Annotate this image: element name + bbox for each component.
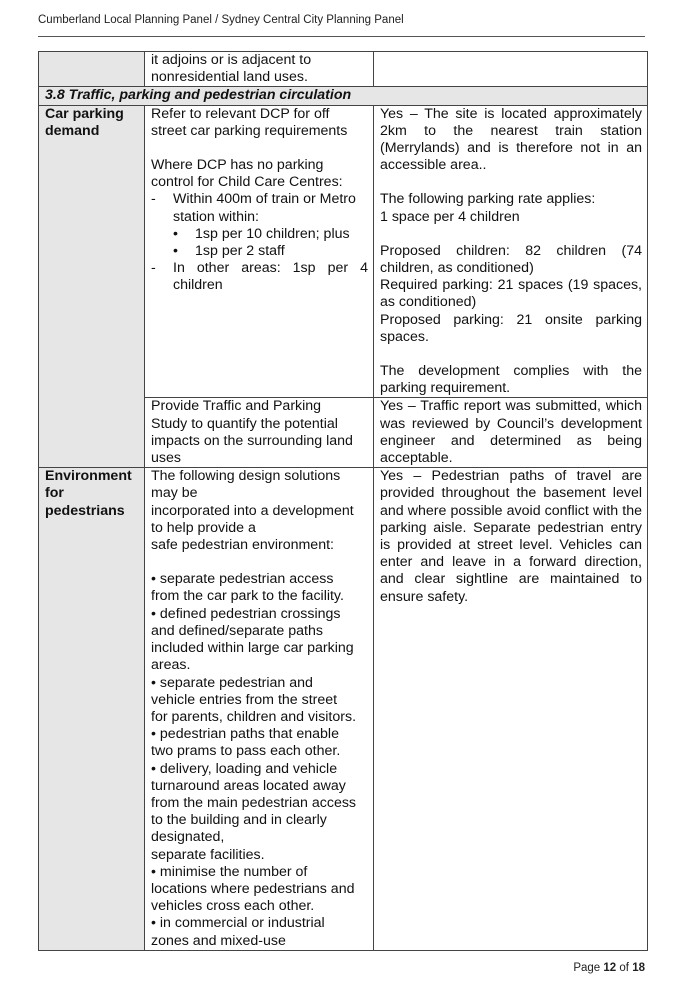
- spacer: [380, 226, 642, 243]
- requirement-line: vehicles cross each other.: [151, 898, 315, 915]
- car-parking-label: [39, 105, 145, 468]
- section-title: 3.8 Traffic, parking and pedestrian circulation: [39, 87, 648, 105]
- response-paragraph: Proposed children: 82 children (74 children, as conditioned): [380, 242, 642, 277]
- continued-line: nonresidential land uses.: [151, 69, 308, 86]
- bullet-text: 1sp per 10 children; plus: [195, 225, 350, 242]
- requirement-line: from the car park to the facility.: [151, 588, 344, 605]
- response-line: 1 space per 4 children: [380, 208, 520, 225]
- dash-line: Within 400m of train or Metro: [173, 191, 356, 208]
- dash-marker: -: [151, 260, 156, 277]
- requirement-line: two prams to pass each other.: [151, 743, 341, 760]
- requirement-line: • pedestrian paths that enable: [151, 726, 339, 743]
- pedestrians-label-line: Environment: [45, 468, 132, 485]
- assessment-table: [38, 51, 648, 951]
- requirement-line: for parents, children and visitors.: [151, 708, 357, 725]
- pedestrians-label: [39, 468, 145, 950]
- requirement-line: zones and mixed-use: [151, 932, 286, 949]
- requirement-line: • minimise the number of: [151, 863, 308, 880]
- requirement-line: safe pedestrian environment:: [151, 537, 334, 554]
- dash-item: [151, 260, 368, 294]
- dash-text: In other areas: 1sp per 4 children: [173, 260, 368, 294]
- page-of-label: of: [619, 962, 629, 974]
- bullet-item: [151, 243, 368, 260]
- requirement-line: impacts on the surrounding land: [151, 432, 353, 449]
- requirement-line: Study to quantify the potential: [151, 415, 338, 432]
- car-parking-requirement: [145, 105, 374, 398]
- bullet-text: 1sp per 2 staff: [195, 243, 285, 260]
- requirement-line: to the building and in clearly: [151, 812, 327, 829]
- requirement-line: The following design solutions: [151, 468, 341, 485]
- page-total: 18: [632, 962, 645, 974]
- requirement-line: Where DCP has no parking: [151, 157, 324, 174]
- requirement-line: street car parking requirements: [151, 122, 348, 139]
- requirement-line: and defined/separate paths: [151, 622, 323, 639]
- response-paragraph: Yes – The site is located approximately 2km to the nearest train station (Merrylands) and is therefore not in an accessible area..: [380, 105, 642, 174]
- requirement-line: • separate pedestrian access: [151, 571, 334, 588]
- section-row: [39, 87, 648, 105]
- requirement-line: uses: [151, 450, 181, 467]
- requirement-line: incorporated into a development: [151, 502, 354, 519]
- pedestrians-response: Yes – Pedestrian paths of travel are provided throughout the basement level and where possible avoid conflict with the parking aisle. Separate pedestrian entry is provided at street level. Vehicles can enter and leave in a forward direction, and clear sightline are maintained to ensure safety.: [374, 468, 648, 950]
- requirement-line: turnaround areas located away: [151, 777, 346, 794]
- dash-line: station within:: [173, 208, 259, 225]
- spacer: [151, 554, 368, 571]
- requirement-line: from the main pedestrian access: [151, 794, 357, 811]
- continued-row: [39, 52, 648, 87]
- requirement-line: Refer to relevant DCP for off: [151, 105, 330, 122]
- requirement-line: control for Child Care Centres:: [151, 174, 343, 191]
- requirement-line: • separate pedestrian and: [151, 674, 313, 691]
- requirement-line: Provide Traffic and Parking: [151, 398, 322, 415]
- pedestrians-requirement: [145, 468, 374, 950]
- car-parking-response: [374, 105, 648, 398]
- continued-line: it adjoins or is adjacent to: [151, 52, 312, 68]
- requirement-line: vehicle entries from the street: [151, 691, 338, 708]
- dash-text: [173, 191, 368, 225]
- car-parking-label-line: Car parking: [45, 105, 124, 122]
- response-paragraph: Required parking: 21 spaces (19 spaces, as conditioned): [380, 277, 642, 311]
- response-paragraph: The development complies with the parking requirement.: [380, 363, 642, 397]
- pedestrians-label-line: pedestrians: [45, 502, 125, 519]
- spacer: [380, 174, 642, 191]
- requirement-line: locations where pedestrians and: [151, 880, 355, 897]
- spacer: [380, 346, 642, 363]
- dash-marker: -: [151, 191, 156, 208]
- pedestrians-label-line: for: [45, 485, 64, 502]
- requirement-line: included within large car parking: [151, 640, 354, 657]
- bullet-marker: •: [173, 225, 178, 242]
- continued-label-cell: [39, 52, 145, 87]
- continued-text-cell: [145, 52, 374, 87]
- page-label: Page: [573, 962, 601, 974]
- response-paragraph: Proposed parking: 21 onsite parking spaces.: [380, 311, 642, 345]
- pedestrians-row: [39, 468, 648, 950]
- requirement-line: designated,: [151, 829, 225, 846]
- header-rule: [38, 36, 645, 37]
- continued-response-cell: [374, 52, 648, 87]
- requirement-line: to help provide a: [151, 519, 256, 536]
- bullet-item: [151, 226, 368, 243]
- bullet-marker: •: [173, 243, 178, 260]
- requirement-line: may be: [151, 485, 198, 502]
- page-number: 12: [603, 962, 617, 974]
- requirement-line: separate facilities.: [151, 846, 265, 863]
- page-footer: [573, 962, 645, 974]
- dash-item: [151, 191, 368, 225]
- requirement-line: • in commercial or industrial: [151, 915, 325, 932]
- page-header: Cumberland Local Planning Panel / Sydney Central City Planning Panel: [38, 14, 404, 26]
- traffic-study-requirement: [145, 398, 374, 468]
- spacer: [151, 140, 368, 157]
- car-parking-label-line: demand: [45, 122, 100, 139]
- car-parking-row-1: [39, 105, 648, 398]
- response-line: The following parking rate applies:: [380, 191, 596, 208]
- requirement-line: • delivery, loading and vehicle: [151, 760, 338, 777]
- traffic-study-response: Yes – Traffic report was submitted, which was reviewed by Council’s development engineer and determined as being acceptable.: [374, 398, 648, 468]
- requirement-line: • defined pedestrian crossings: [151, 605, 341, 622]
- requirement-line: areas.: [151, 657, 191, 674]
